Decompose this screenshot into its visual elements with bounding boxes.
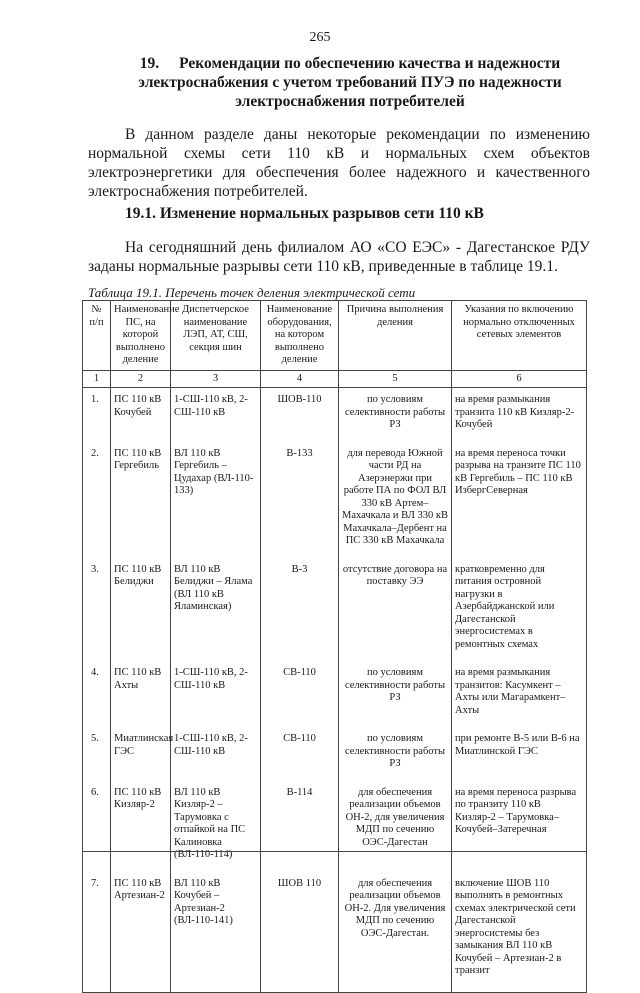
section-title-text: Рекомендации по обеспечению качества и надежности электроснабжения с учетом требований ПУЭ по надежности электроснабжения потребителей	[138, 55, 562, 110]
row-num: 5.	[83, 727, 111, 781]
column-number: 3	[171, 370, 261, 388]
row-equipment: СВ-110	[261, 661, 339, 727]
row-substation: ПС 110 кВ Артезиан-2	[111, 872, 171, 993]
row-equipment: В-3	[261, 558, 339, 662]
column-number: 5	[339, 370, 452, 388]
row-instructions: на время переноса разрыва по транзиту 110 кВ Кизляр-2 – Тарумовка–Кочубей–Затеречная	[452, 781, 587, 872]
row-num: 3.	[83, 558, 111, 662]
row-line: ВЛ 110 кВ Кизляр-2 – Тарумовка с отпайкой на ПС Калиновка (ВЛ-110-114)	[171, 781, 261, 872]
row-line: ВЛ 110 кВ Гергебиль – Цудахар (ВЛ-110-133)	[171, 442, 261, 558]
row-substation: ПС 110 кВ Белиджи	[111, 558, 171, 662]
row-substation: ПС 110 кВ Кочубей	[111, 388, 171, 442]
page-bottom-rule	[82, 851, 586, 852]
table-row	[83, 442, 587, 558]
row-reason: для обеспечения реализации объемов ОН-2, для увеличения МДП по сечению ОЭС-Дагестан	[339, 781, 452, 872]
column-number: 1	[83, 370, 111, 388]
table-row	[83, 558, 587, 662]
row-reason: для обеспечения реализации объемов ОН-2. Для увеличения МДП по сечению ОЭС-Дагестан.	[339, 872, 452, 993]
header-num: № п/п	[83, 301, 111, 371]
header-substation: Наименование ПС, на которой выполнено деление	[111, 301, 171, 371]
row-substation: ПС 110 кВ Кизляр-2	[111, 781, 171, 872]
column-number: 2	[111, 370, 171, 388]
section-number: 19.	[139, 55, 160, 72]
table-row	[83, 727, 587, 781]
table-row	[83, 781, 587, 872]
row-reason: для перевода Южной части РД на Азерэнержи при работе ПА по ФОЛ ВЛ 330 кВ Артем–Махачкала и ВЛ 330 кВ Махачкала–Дербент на ПС 330 кВ Махачкала	[339, 442, 452, 558]
column-number: 4	[261, 370, 339, 388]
row-substation: ПС 110 кВ Гергебиль	[111, 442, 171, 558]
row-equipment: В-133	[261, 442, 339, 558]
row-num: 4.	[83, 661, 111, 727]
table-row	[83, 388, 587, 442]
row-instructions: на время размыкания транзитов: Касумкент – Ахты или Магарамкент– Ахты	[452, 661, 587, 727]
row-instructions: на время переноса точки разрыва на транзите ПС 110 кВ Гергебиль – ПС 110 кВ ИзбергСеверная	[452, 442, 587, 558]
row-reason: отсутствие договора на поставку ЭЭ	[339, 558, 452, 662]
row-num: 1.	[83, 388, 111, 442]
header-instructions: Указания по включению нормально отключенных сетевых элементов	[452, 301, 587, 371]
section-title	[118, 54, 582, 111]
row-equipment: ШОВ 110	[261, 872, 339, 993]
table-row	[83, 661, 587, 727]
row-num: 2.	[83, 442, 111, 558]
row-equipment: В-114	[261, 781, 339, 872]
column-number-row	[83, 370, 587, 388]
row-instructions: при ремонте В-5 или В-6 на Миатлинской ГЭС	[452, 727, 587, 781]
intro-paragraph: В данном разделе даны некоторые рекомендации по изменению нормальной схемы сети 110 кВ и нормальных схем объектов электроэнергетики для обеспечения более надежного и качественного электроснабжения потребителей.	[88, 126, 590, 200]
table-caption: Таблица 19.1. Перечень точек деления электрической сети	[88, 285, 416, 300]
row-num: 6.	[83, 781, 111, 872]
row-instructions: на время размыкания транзита 110 кВ Кизляр-2-Кочубей	[452, 388, 587, 442]
row-line: 1-СШ-110 кВ, 2-СШ-110 кВ	[171, 727, 261, 781]
table-row	[83, 872, 587, 993]
header-equipment: Наименование оборудования, на котором выполнено деление	[261, 301, 339, 371]
row-line: ВЛ 110 кВ Кочубей – Артезиан-2 (ВЛ-110-141)	[171, 872, 261, 993]
row-instructions: кратковременно для питания островной нагрузки в Азербайджанской или Дагестанской энергосистемах в ремонтных схемах	[452, 558, 587, 662]
row-equipment: СВ-110	[261, 727, 339, 781]
header-line: Диспетчерское наименование ЛЭП, АТ, СШ, секция шин	[171, 301, 261, 371]
subsection-title: 19.1. Изменение нормальных разрывов сети 110 кВ	[125, 205, 484, 222]
row-reason: по условиям селективности работы РЗ	[339, 727, 452, 781]
table-header-row	[83, 301, 587, 371]
page-number: 265	[309, 30, 331, 45]
row-substation: Миатлинская ГЭС	[111, 727, 171, 781]
row-reason: по условиям селективности работы РЗ	[339, 388, 452, 442]
row-line: 1-СШ-110 кВ, 2-СШ-110 кВ	[171, 388, 261, 442]
row-line: ВЛ 110 кВ Белиджи – Ялама (ВЛ 110 кВ Яламинская)	[171, 558, 261, 662]
row-reason: по условиям селективности работы РЗ	[339, 661, 452, 727]
column-number: 6	[452, 370, 587, 388]
row-num: 7.	[83, 872, 111, 993]
subsection-paragraph: На сегодняшний день филиалом АО «СО ЕЭС» - Дагестанское РДУ заданы нормальные разрывы сети 110 кВ, приведенные в таблице 19.1.	[88, 239, 590, 275]
header-reason: Причина выполнения деления	[339, 301, 452, 371]
row-instructions: включение ШОВ 110 выполнять в ремонтных схемах электрической сети Дагестанской энергосистемы без замыкания ВЛ 110 кВ Кочубей – Артезиан-2 в транзит	[452, 872, 587, 993]
division-points-table	[82, 300, 587, 993]
row-equipment: ШОВ-110	[261, 388, 339, 442]
row-substation: ПС 110 кВ Ахты	[111, 661, 171, 727]
row-line: 1-СШ-110 кВ, 2-СШ-110 кВ	[171, 661, 261, 727]
